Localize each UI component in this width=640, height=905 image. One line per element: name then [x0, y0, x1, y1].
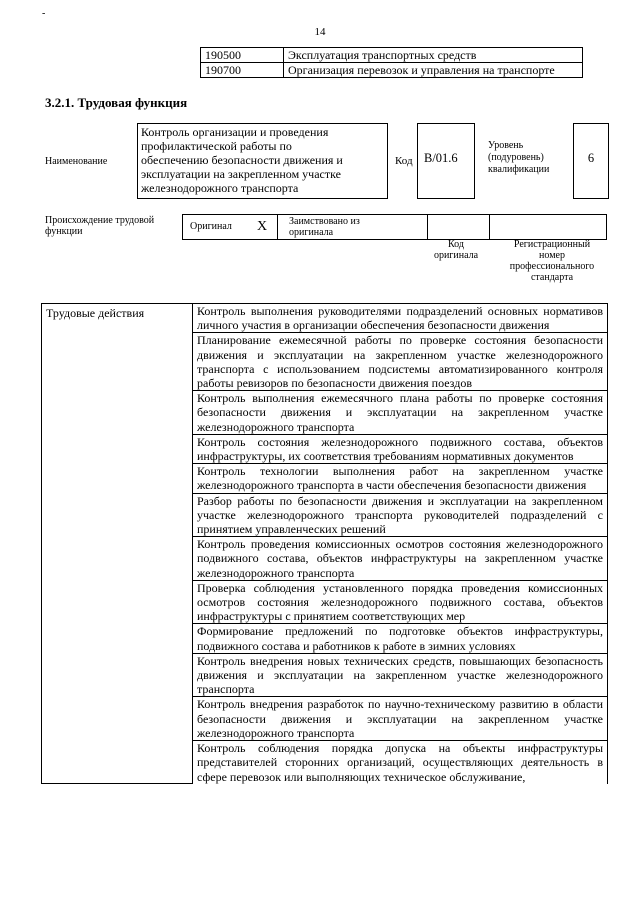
okz-table	[200, 47, 583, 78]
caption-line: оригинала	[433, 250, 479, 261]
level-label-line: Уровень	[488, 140, 524, 151]
code-original-cell	[427, 214, 490, 240]
action-item: Проверка соблюдения установленного порядка проведения комиссионных осмотров состояния железнодорожного подвижного состава, объектов инфраструктуры с принятием соответствующих мер	[193, 580, 608, 624]
table-row	[201, 63, 583, 78]
origin-row	[182, 214, 607, 240]
action-item: Контроль выполнения ежемесячного плана работы по проверке состояния безопасности движения и эксплуатации на закрепленном участке железнодорожного транспорта	[193, 391, 608, 435]
level-label-line: (подуровень)	[488, 152, 544, 163]
original-cell	[182, 214, 278, 240]
code-label: Код	[395, 155, 413, 167]
okz-code: 190700	[201, 63, 284, 78]
action-item: Контроль внедрения разработок по научно-техническому развитию в области безопасности движения и эксплуатации на закрепленном участке железнодорожного транспорта	[193, 697, 608, 741]
borrowed-cell	[277, 214, 428, 240]
origin-label-line: функции	[45, 226, 83, 237]
reg-number-cell	[489, 214, 607, 240]
caption-line: Регистрационный	[513, 239, 591, 250]
borrowed-line: оригинала	[289, 227, 334, 238]
section-heading: 3.2.1. Трудовая функция	[45, 95, 188, 110]
action-item: Контроль технологии выполнения работ на закрепленном участке железнодорожного транспорта в части обеспечения безопасности движения	[193, 464, 608, 493]
actions-header: Трудовые действия	[42, 304, 193, 784]
reg-number-caption	[497, 239, 607, 283]
caption-line: Код	[448, 239, 464, 250]
action-item: Контроль состояния железнодорожного подвижного состава, объектов инфраструктуры, их соответствия требованиям нормативных документов	[193, 434, 608, 463]
caption-line: номер	[539, 250, 565, 261]
function-name-line: железнодорожного транспорта	[141, 181, 299, 195]
page-number: 14	[314, 26, 326, 38]
action-item: Контроль соблюдения порядка допуска на объекты инфраструктуры представителей сторонних организаций, осуществляющих деятельность в сфере перевозок или выполняющих техническое обслуживание,	[193, 741, 608, 784]
level-label	[488, 140, 549, 176]
okz-code: 190500	[201, 48, 284, 63]
origin-label	[45, 215, 154, 237]
action-item: Разбор работы по безопасности движения и эксплуатации на закрепленном участке железнодорожного транспорта руководителей подразделений с принятием управленческих решений	[193, 493, 608, 537]
action-item: Контроль внедрения новых технических средств, повышающих безопасность движения и эксплуатации на закрепленном участке железнодорожного транспорта	[193, 653, 608, 697]
function-name-box	[137, 123, 388, 199]
original-mark: X	[257, 219, 268, 234]
code-original-caption	[428, 239, 484, 261]
caption-line: стандарта	[530, 272, 574, 283]
level-label-line: квалификации	[488, 164, 550, 175]
actions-table	[41, 303, 608, 784]
action-item: Контроль проведения комиссионных осмотров состояния железнодорожного подвижного состава, объектов инфраструктуры на закрепленном участке железнодорожного транспорта	[193, 537, 608, 581]
action-item: Формирование предложений по подготовке объектов инфраструктуры, подвижного состава и работников к работе в зимних условиях	[193, 624, 608, 653]
okz-name: Эксплуатация транспортных средств	[284, 48, 583, 63]
origin-label-line: Происхождение трудовой	[45, 215, 155, 226]
function-name-line: эксплуатации на закрепленном участке	[141, 167, 341, 181]
original-label: Оригинал	[190, 221, 232, 232]
function-code: B/01.6	[417, 123, 475, 199]
borrowed-line: Заимствовано из	[289, 216, 360, 227]
name-label: Наименование	[45, 156, 108, 167]
corner-mark: -	[42, 8, 46, 19]
action-item: Планирование ежемесячной работы по проверке состояния безопасности движения и эксплуатации на закрепленном участке железнодорожного транспорта с использованием подсистемы автоматизированного контроля работы ревизоров по безопасности движения поездов	[193, 333, 608, 391]
okz-name: Организация перевозок и управления на транспорте	[284, 63, 583, 78]
caption-line: профессионального	[509, 261, 595, 272]
function-name-line: обеспечению безопасности движения и	[141, 153, 343, 167]
function-name-line: профилактической работы по	[141, 139, 292, 153]
qualification-level: 6	[573, 123, 609, 199]
table-row	[201, 48, 583, 63]
function-name-line: Контроль организации и проведения	[141, 125, 329, 139]
table-row	[42, 304, 608, 333]
action-item: Контроль выполнения руководителями подразделений основных нормативов личного участия в организации обеспечения безопасности движения	[193, 304, 608, 333]
